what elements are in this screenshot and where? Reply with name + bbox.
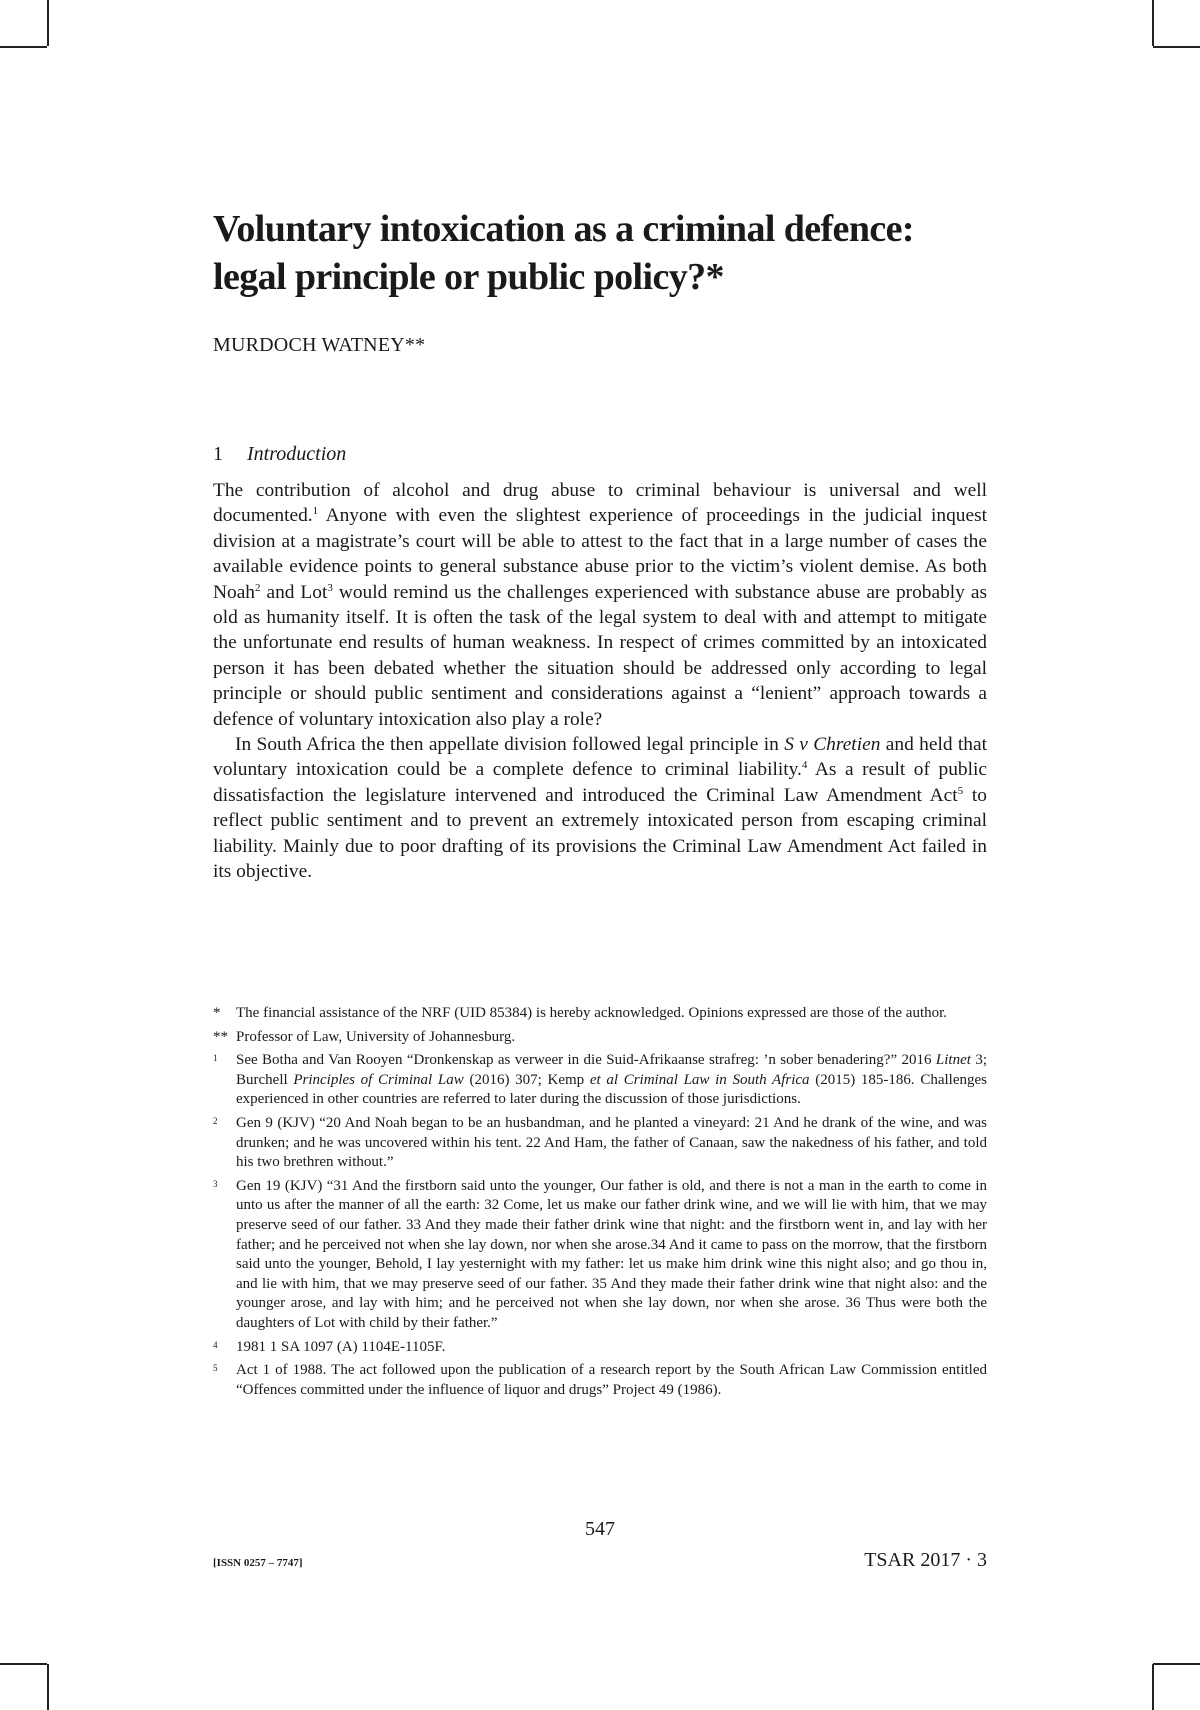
text-run: (2015) 185-186. Challenges experienced in other countries are referred to later during the discussion of those jurisdictions. bbox=[236, 1071, 987, 1108]
title-line-1: Voluntary intoxication as a criminal defence: bbox=[213, 208, 914, 250]
issn: [ISSN 0257 – 7747] bbox=[213, 1557, 303, 1569]
crop-mark bbox=[1152, 1664, 1154, 1710]
text-run: would remind us the challenges experienced with substance abuse are probably as old as humanity itself. It is often the task of the legal system to deal with and attempt to mitigate the unfortunate end results of human weakness. In respect of crimes committed by an intoxicated person it has been debated whether the situation should be addressed only according to legal principle or should public sentiment and considerations against a “lenient” approach towards a defence of voluntary intoxication also play a role? bbox=[213, 581, 987, 730]
footnote-text: Gen 19 (KJV) “31 And the firstborn said unto the younger, Our father is old, and there is not a man in the earth to come in unto us after the manner of all the earth: 32 Come, let us make our father drink wine, and we will lie with him, that we may preserve seed of our father. 33 And they made their father drink wine that night: and the firstborn went in, and lay with her father; and he perceived not when she lay down, nor when she arose.34 And it came to pass on the morrow, that the firstborn said unto the younger, Behold, I lay yesternight with my father: let us make him drink wine this night also; and go thou in, and lie with him, that we may preserve seed of our father. 35 And they made their father drink wine that night also: and the younger arose, and lay with him; and he perceived not when she lay down, nor when she arose. 36 Thus were both the daughters of Lot with child by their father.” bbox=[236, 1177, 987, 1331]
crop-mark bbox=[0, 1663, 47, 1665]
footnote-text: Act 1 of 1988. The act followed upon the publication of a research report by the South African Law Commission entitled “Offences committed under the influence of liquor and drugs” Project 49 (1986). bbox=[236, 1362, 987, 1398]
footnote-5 bbox=[213, 1361, 987, 1400]
article-title bbox=[213, 205, 1013, 301]
footnote-4 bbox=[213, 1338, 987, 1358]
crop-mark bbox=[47, 1664, 49, 1710]
text-run: In South Africa the then appellate division followed legal principle in bbox=[235, 734, 785, 756]
book-title: Principles of Criminal Law bbox=[293, 1071, 464, 1088]
crop-mark bbox=[0, 46, 47, 48]
footnote-3 bbox=[213, 1177, 987, 1334]
footnote-text: Gen 9 (KJV) “20 And Noah began to be an husbandman, and he planted a vineyard: 21 And he drank of the wine, and was drunken; and he was uncovered within his tent. 22 And Ham, the father of Canaan, saw the nakedness of his father, and told his two brethren without.” bbox=[236, 1114, 987, 1171]
footnote-text: 1981 1 SA 1097 (A) 1104E-1105F. bbox=[236, 1338, 446, 1355]
paragraph-2 bbox=[213, 732, 987, 884]
body-text bbox=[213, 478, 987, 885]
footnote-ref-2: 2 bbox=[255, 581, 261, 594]
text-run: and Lot bbox=[260, 581, 328, 603]
text-run: Anyone with even the slightest experience of proceedings in the judicial inquest division at a magistrate’s court will be able to attest to the fact that in a large number of cases the available evidence points to general substance abuse prior to the victim’s violent demise. As both Noah bbox=[213, 505, 987, 603]
case-name: S v Chretien bbox=[784, 734, 881, 756]
footnote-mark: 3 bbox=[213, 1178, 218, 1189]
footnote-ref-1: 1 bbox=[312, 505, 319, 518]
footnote-double-star bbox=[213, 1028, 987, 1048]
journal-citation: TSAR 2017 · 3 bbox=[864, 1549, 987, 1571]
footnote-1 bbox=[213, 1051, 987, 1110]
author-name: MURDOCH WATNEY** bbox=[213, 334, 426, 356]
text-run: to reflect public sentiment and to prevent an extremely intoxicated person from escaping criminal liability. Mainly due to poor drafting of its provisions the Criminal Law Amendment Act failed in its objective. bbox=[213, 784, 987, 883]
footnote-mark: 4 bbox=[213, 1339, 218, 1350]
crop-mark bbox=[1152, 0, 1154, 46]
text-run: 3; Burchell bbox=[236, 1052, 987, 1088]
footnote-text: Professor of Law, University of Johannesburg. bbox=[236, 1028, 516, 1045]
book-title: et al Criminal Law in South Africa bbox=[589, 1071, 810, 1088]
text-run: The contribution of alcohol and drug abuse to criminal behaviour is universal and well documented. bbox=[213, 480, 987, 527]
footnote-ref-5: 5 bbox=[957, 784, 964, 797]
footnote-ref-3: 3 bbox=[327, 581, 333, 594]
footnotes bbox=[213, 1004, 987, 1404]
section-heading bbox=[213, 443, 346, 466]
footnote-ref-4: 4 bbox=[801, 759, 808, 772]
text-run: and held that voluntary intoxication could be a complete defence to criminal liability. bbox=[213, 734, 987, 781]
footnote-mark: 1 bbox=[213, 1053, 218, 1064]
section-number: 1 bbox=[213, 443, 223, 465]
paragraph-1 bbox=[213, 478, 987, 732]
footnote-2 bbox=[213, 1114, 987, 1173]
section-title: Introduction bbox=[247, 443, 347, 465]
footnote-mark: ** bbox=[213, 1028, 228, 1045]
footnote-text bbox=[236, 1051, 987, 1110]
crop-mark bbox=[47, 0, 49, 46]
footnote-text: The financial assistance of the NRF (UID 85384) is hereby acknowledged. Opinions expressed are those of the author. bbox=[236, 1005, 948, 1021]
crop-mark bbox=[1153, 1663, 1200, 1665]
page-number: 547 bbox=[585, 1518, 615, 1540]
footnote-mark: 5 bbox=[213, 1363, 218, 1374]
text-run: As a result of public dissatisfaction the legislature intervened and introduced the Criminal Law Amendment Act bbox=[213, 759, 987, 806]
crop-mark bbox=[1153, 46, 1200, 48]
footnote-mark: * bbox=[213, 1005, 221, 1021]
text-run: See Botha and Van Rooyen “Dronkenskap as verweer in die Suid-Afrikaanse strafreg: ’n sober benadering?” 2016 bbox=[236, 1052, 936, 1069]
footnote-star bbox=[213, 1004, 987, 1024]
text-run: (2016) 307; Kemp bbox=[463, 1071, 590, 1088]
title-line-2: legal principle or public policy?* bbox=[213, 256, 724, 298]
journal-name: Litnet bbox=[935, 1052, 971, 1069]
footnote-mark: 2 bbox=[213, 1115, 218, 1126]
